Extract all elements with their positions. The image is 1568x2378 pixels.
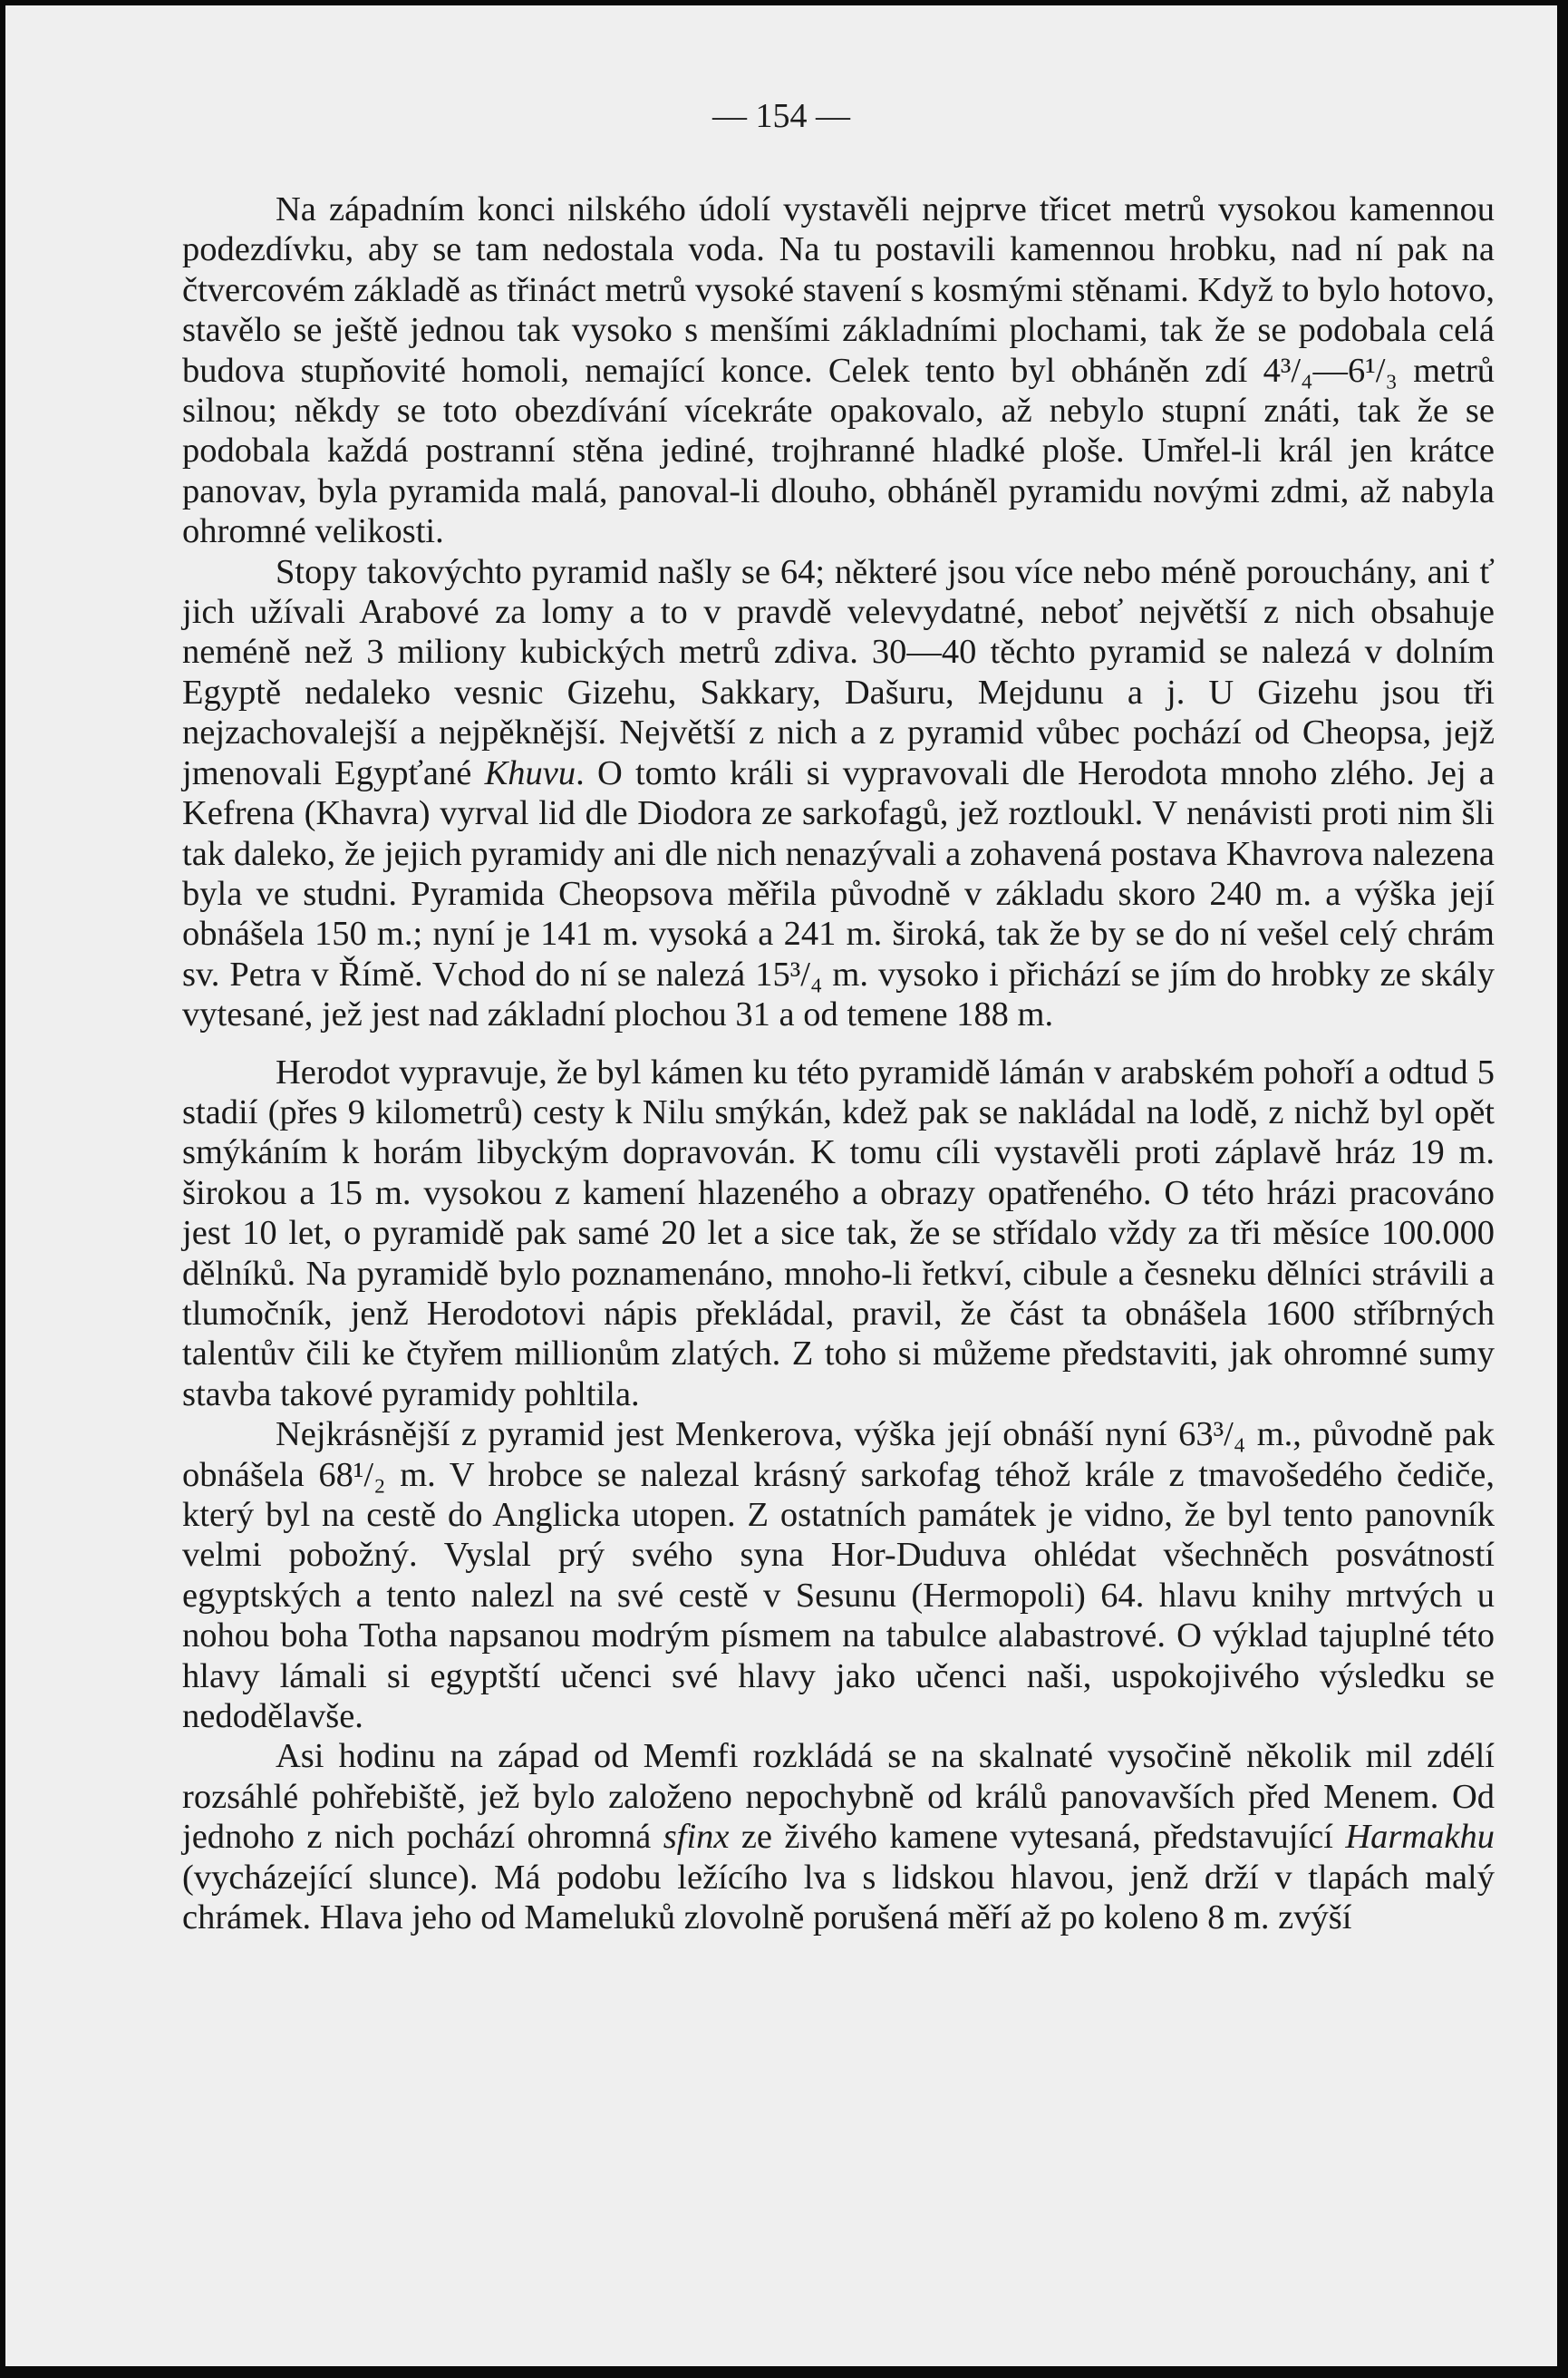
italic-term-khuvu: Khuvu: [484, 753, 576, 792]
paragraph-menkera-pyramid: Nejkrásnější z pyramid jest Menkerova, výška její obnáší nyní 63³/₄ m., původně pak obnášela 68¹/₂ m. V hrobce se nalezal krásný sarkofag téhož krále z tmavošedého čediče, který byl na cestě do Anglicka utopen. Z ostatních památek je vidno, že byl tento panovník velmi pobožný. Vyslal prý svého syna Hor-Duduva ohlédat všechněch posvátností egyptských a tento nalezl na své cestě v Sesunu (Hermopoli) 64. hlavu knihy mrtvých u nohou boha Totha napsanou modrým písmem na tabulce alabastrové. O výklad tajuplné této hlavy lámali si egyptští učenci své hlavy jako učenci naši, uspokojivého výsledku se nedodělavše.: [182, 1415, 1495, 1736]
paragraph-pyramid-remains: [182, 552, 1495, 1035]
paragraph-text-segment: ze živého kamene vytesaná, představující: [729, 1818, 1346, 1857]
italic-term-harmakhu: Harmakhu: [1345, 1818, 1495, 1857]
italic-term-sfinx: sfinx: [663, 1818, 730, 1857]
paragraph-text-segment: . O tomto králi si vypravovali dle Herodota mnoho zlého. Jej a Kefrena (Khavra) vyrval lid dle Diodora ze sarkofagů, jež roztloukl. V nenávisti proti nim šli tak daleko, že jejich pyramidy ani dle nich nenazývali a zohavená postava Khavrova nalezena byla ve studni. Pyramida Cheopsova měřila původně v základu skoro 240 m. a výška její obnášela 150 m.; nyní je 141 m. vysoká a 241 m. široká, tak že by se do ní vešel celý chrám sv. Petra v Římě. Vchod do ní se nalezá 15³/₄ m. vysoko i přichází se jím do hrobky ze skály vytesané, jež jest nad základní plochou 31 a od temene 188 m.: [182, 753, 1495, 1034]
paragraph-text-segment: Asi hodinu na západ od Memfi rozkládá se na skalnaté vysočině několik mil zdélí rozsáhlé pohřebiště, jež bylo založeno nepochybně od králů panovavších před Menem. Od jednoho z nich pochází ohromná: [182, 1737, 1495, 1857]
paragraph-herodotus-account: Herodot vypravuje, že byl kámen ku této pyramidě lámán v arabském pohoří a odtud 5 stadií (přes 9 kilometrů) cesty k Nilu smýkán, kdež pak se nakládal na lodě, z nichž byl opět smýkáním k horám libyckým dopravován. K tomu cíli vystavěli proti záplavě hráz 19 m. širokou a 15 m. vysokou z kamení hlazeného a obrazy opatřeného. O této hrázi pracováno jest 10 let, o pyramidě pak samé 20 let a sice tak, že se střídalo vždy za tři měsíce 100.000 dělníků. Na pyramidě bylo poznamenáno, mnoho-li řetkví, cibule a česneku dělníci strávili a tlumočník, jenž Herodotovi nápis překládal, pravil, že část ta obnášela 1600 stříbrných talentův čili ke čtyřem millionům zlatých. Z toho si můžeme představiti, jak ohromné sumy stavba takové pyramidy pohltila.: [182, 1053, 1495, 1413]
paragraph-pyramid-construction: Na západním konci nilského údolí vystavěli nejprve třicet metrů vysokou kamennou podezdívku, aby se tam nedostala voda. Na tu postavili kamennou hrobku, nad ní pak na čtvercovém základě as třináct metrů vysoké stavení s kosmými stěnami. Když to bylo hotovo, stavělo se ještě jednou tak vysoko s menšími základními plochami, tak že se podobala celá budova stupňovité homoli, nemající konce. Celek tento byl obháněn zdí 4³/₄—6¹/₃ metrů silnou; někdy se toto obezdívání vícekráte opakovalo, až nebylo stupní znáti, tak že se podobala každá postranní stěna jediné, trojhranné hladké ploše. Umřel-li král jen krátce panovav, byla pyramida malá, panoval-li dlouho, obháněl pyramidu novými zdmi, až nabyla ohromné velikosti.: [182, 190, 1495, 551]
paragraph-text-segment: (vycházející slunce). Má podobu ležícího lva s lidskou hlavou, jenž drží v tlapách malý chrámek. Hlava jeho od Mameluků zlovolně porušená měří až po koleno 8 m. zvýší: [182, 1858, 1495, 1937]
page-number: — 154 —: [712, 97, 850, 135]
paragraph-text-segment: Stopy takovýchto pyramid našly se 64; některé jsou více nebo méně porouchány, ani ť jich užívali Arabové za lomy a to v pravdě velevydatné, neboť největší z nich obsahuje neméně než 3 miliony kubických metrů zdiva. 30—40 těchto pyramid se nalezá v dolním Egyptě nedaleko vesnic Gizehu, Sakkary, Dašuru, Mejdunu a j. U Gizehu jsou tři nejzachovalejší a nejpěknější. Největší z nich a z pyramid vůbec pochází od Cheopsa, jejž jmenovali Egypťané: [182, 552, 1495, 792]
book-page: [5, 5, 1557, 2366]
paragraph-sphinx: [182, 1736, 1495, 1937]
body-text: [182, 189, 1495, 1937]
